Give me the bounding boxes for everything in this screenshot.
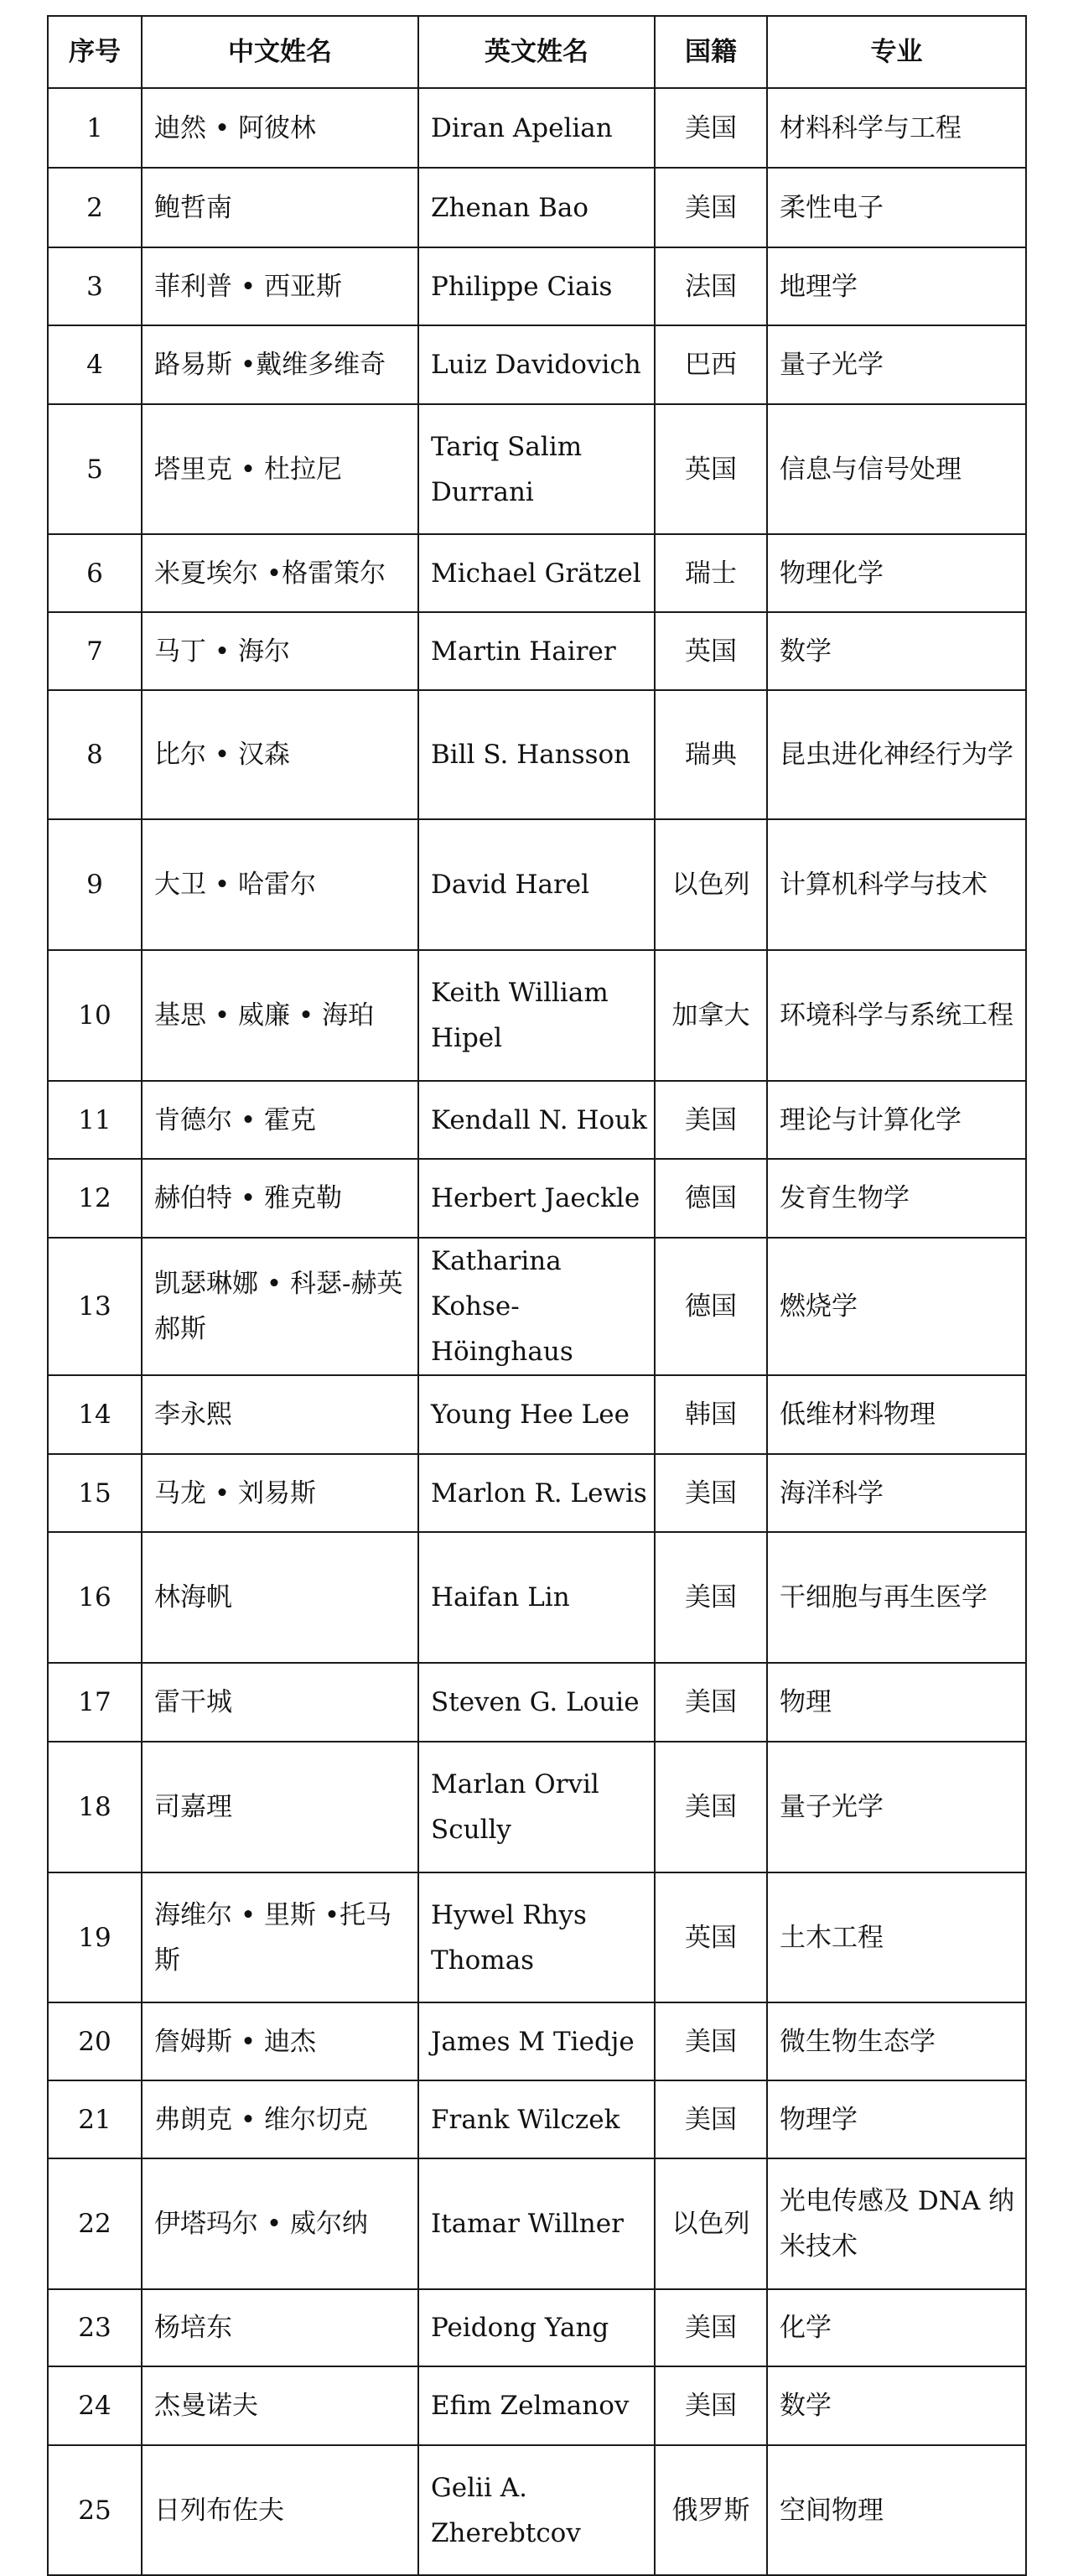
header-chinese-name: 中文姓名 (142, 16, 418, 88)
cell-number: 5 (48, 404, 142, 534)
cell-english-name: Tariq Salim Durrani (418, 404, 655, 534)
table-row (48, 88, 1026, 168)
cell-english-name: Bill S. Hansson (418, 690, 655, 819)
table-row (48, 1872, 1026, 2002)
laureate-table (47, 15, 1027, 2576)
cell-chinese-name: 海维尔 • 里斯 •托马斯 (142, 1872, 418, 2002)
cell-specialty: 物理学 (767, 2080, 1026, 2158)
header-english-name: 英文姓名 (418, 16, 655, 88)
cell-specialty: 环境科学与系统工程 (767, 950, 1026, 1081)
cell-number: 16 (48, 1532, 142, 1663)
cell-specialty: 计算机科学与技术 (767, 819, 1026, 950)
cell-chinese-name: 马丁 • 海尔 (142, 612, 418, 690)
cell-english-name: Frank Wilczek (418, 2080, 655, 2158)
table-row (48, 1454, 1026, 1532)
cell-nationality: 法国 (655, 247, 767, 325)
cell-nationality: 俄罗斯 (655, 2445, 767, 2575)
cell-number: 19 (48, 1872, 142, 2002)
cell-english-name: Peidong Yang (418, 2289, 655, 2366)
cell-specialty: 光电传感及 DNA 纳米技术 (767, 2158, 1026, 2289)
cell-number: 10 (48, 950, 142, 1081)
cell-nationality: 美国 (655, 2002, 767, 2080)
cell-specialty: 地理学 (767, 247, 1026, 325)
cell-english-name: Marlon R. Lewis (418, 1454, 655, 1532)
cell-specialty: 物理 (767, 1663, 1026, 1742)
cell-nationality: 英国 (655, 1872, 767, 2002)
cell-number: 7 (48, 612, 142, 690)
cell-chinese-name: 大卫 • 哈雷尔 (142, 819, 418, 950)
cell-number: 13 (48, 1238, 142, 1375)
cell-english-name: Michael Grätzel (418, 534, 655, 612)
cell-nationality: 英国 (655, 612, 767, 690)
cell-nationality: 美国 (655, 1663, 767, 1742)
cell-number: 25 (48, 2445, 142, 2575)
cell-specialty: 化学 (767, 2289, 1026, 2366)
cell-number: 9 (48, 819, 142, 950)
cell-specialty: 信息与信号处理 (767, 404, 1026, 534)
cell-number: 11 (48, 1081, 142, 1159)
cell-english-name: Herbert Jaeckle (418, 1159, 655, 1238)
cell-chinese-name: 凯瑟琳娜 • 科瑟-赫英郝斯 (142, 1238, 418, 1375)
cell-specialty: 物理化学 (767, 534, 1026, 612)
cell-specialty: 燃烧学 (767, 1238, 1026, 1375)
cell-nationality: 巴西 (655, 325, 767, 404)
cell-specialty: 空间物理 (767, 2445, 1026, 2575)
table-row (48, 1742, 1026, 1872)
cell-english-name: Diran Apelian (418, 88, 655, 168)
cell-chinese-name: 比尔 • 汉森 (142, 690, 418, 819)
table-row (48, 1375, 1026, 1454)
table-row (48, 325, 1026, 404)
cell-english-name: David Harel (418, 819, 655, 950)
cell-nationality: 加拿大 (655, 950, 767, 1081)
cell-english-name: Haifan Lin (418, 1532, 655, 1663)
cell-number: 6 (48, 534, 142, 612)
cell-english-name: Luiz Davidovich (418, 325, 655, 404)
table-row (48, 2002, 1026, 2080)
cell-nationality: 德国 (655, 1159, 767, 1238)
cell-nationality: 美国 (655, 1742, 767, 1872)
cell-english-name: Keith William Hipel (418, 950, 655, 1081)
cell-chinese-name: 塔里克 • 杜拉尼 (142, 404, 418, 534)
cell-english-name: Katharina Kohse-Höinghaus (418, 1238, 655, 1375)
cell-chinese-name: 菲利普 • 西亚斯 (142, 247, 418, 325)
cell-number: 24 (48, 2366, 142, 2445)
cell-number: 2 (48, 168, 142, 247)
cell-english-name: Efim Zelmanov (418, 2366, 655, 2445)
cell-chinese-name: 马龙 • 刘易斯 (142, 1454, 418, 1532)
table-row (48, 690, 1026, 819)
cell-nationality: 美国 (655, 2080, 767, 2158)
cell-number: 8 (48, 690, 142, 819)
cell-english-name: Zhenan Bao (418, 168, 655, 247)
cell-specialty: 发育生物学 (767, 1159, 1026, 1238)
header-number: 序号 (48, 16, 142, 88)
cell-number: 22 (48, 2158, 142, 2289)
cell-chinese-name: 林海帆 (142, 1532, 418, 1663)
cell-nationality: 英国 (655, 404, 767, 534)
cell-specialty: 昆虫进化神经行为学 (767, 690, 1026, 819)
cell-chinese-name: 赫伯特 • 雅克勒 (142, 1159, 418, 1238)
header-nationality: 国籍 (655, 16, 767, 88)
cell-english-name: Gelii A. Zherebtcov (418, 2445, 655, 2575)
cell-nationality: 德国 (655, 1238, 767, 1375)
cell-chinese-name: 司嘉理 (142, 1742, 418, 1872)
cell-english-name: Philippe Ciais (418, 247, 655, 325)
cell-chinese-name: 基思 • 威廉 • 海珀 (142, 950, 418, 1081)
cell-english-name: James M Tiedje (418, 2002, 655, 2080)
table-row (48, 534, 1026, 612)
cell-chinese-name: 路易斯 •戴维多维奇 (142, 325, 418, 404)
cell-specialty: 数学 (767, 612, 1026, 690)
table-row (48, 1081, 1026, 1159)
laureate-table-sheet (47, 15, 1025, 2548)
cell-nationality: 美国 (655, 2366, 767, 2445)
cell-nationality: 美国 (655, 2289, 767, 2366)
header-specialty: 专业 (767, 16, 1026, 88)
cell-chinese-name: 日列布佐夫 (142, 2445, 418, 2575)
table-row (48, 2080, 1026, 2158)
table-row (48, 1238, 1026, 1375)
cell-specialty: 海洋科学 (767, 1454, 1026, 1532)
cell-english-name: Hywel Rhys Thomas (418, 1872, 655, 2002)
cell-nationality: 美国 (655, 1532, 767, 1663)
cell-chinese-name: 米夏埃尔 •格雷策尔 (142, 534, 418, 612)
cell-nationality: 美国 (655, 88, 767, 168)
cell-nationality: 美国 (655, 168, 767, 247)
cell-nationality: 美国 (655, 1454, 767, 1532)
cell-english-name: Martin Hairer (418, 612, 655, 690)
table-row (48, 247, 1026, 325)
cell-english-name: Young Hee Lee (418, 1375, 655, 1454)
cell-nationality: 瑞典 (655, 690, 767, 819)
table-row (48, 819, 1026, 950)
cell-chinese-name: 李永熙 (142, 1375, 418, 1454)
cell-nationality: 美国 (655, 1081, 767, 1159)
cell-number: 23 (48, 2289, 142, 2366)
cell-nationality: 以色列 (655, 2158, 767, 2289)
table-row (48, 2366, 1026, 2445)
cell-specialty: 量子光学 (767, 1742, 1026, 1872)
cell-english-name: Marlan Orvil Scully (418, 1742, 655, 1872)
cell-specialty: 干细胞与再生医学 (767, 1532, 1026, 1663)
cell-number: 4 (48, 325, 142, 404)
table-row (48, 950, 1026, 1081)
cell-specialty: 材料科学与工程 (767, 88, 1026, 168)
cell-specialty: 微生物生态学 (767, 2002, 1026, 2080)
table-row (48, 2445, 1026, 2575)
cell-chinese-name: 迪然 • 阿彼林 (142, 88, 418, 168)
cell-nationality: 韩国 (655, 1375, 767, 1454)
table-row (48, 1663, 1026, 1742)
table-row (48, 2158, 1026, 2289)
cell-specialty: 柔性电子 (767, 168, 1026, 247)
table-row (48, 612, 1026, 690)
cell-specialty: 低维材料物理 (767, 1375, 1026, 1454)
cell-number: 15 (48, 1454, 142, 1532)
cell-number: 14 (48, 1375, 142, 1454)
cell-specialty: 数学 (767, 2366, 1026, 2445)
cell-chinese-name: 弗朗克 • 维尔切克 (142, 2080, 418, 2158)
cell-number: 20 (48, 2002, 142, 2080)
cell-english-name: Kendall N. Houk (418, 1081, 655, 1159)
cell-chinese-name: 詹姆斯 • 迪杰 (142, 2002, 418, 2080)
table-row (48, 168, 1026, 247)
cell-chinese-name: 雷干城 (142, 1663, 418, 1742)
cell-specialty: 量子光学 (767, 325, 1026, 404)
cell-chinese-name: 杨培东 (142, 2289, 418, 2366)
cell-english-name: Steven G. Louie (418, 1663, 655, 1742)
header-row (48, 16, 1026, 88)
table-row (48, 1532, 1026, 1663)
cell-english-name: Itamar Willner (418, 2158, 655, 2289)
cell-nationality: 以色列 (655, 819, 767, 950)
cell-number: 12 (48, 1159, 142, 1238)
cell-specialty: 理论与计算化学 (767, 1081, 1026, 1159)
cell-nationality: 瑞士 (655, 534, 767, 612)
cell-number: 17 (48, 1663, 142, 1742)
table-row (48, 404, 1026, 534)
cell-chinese-name: 肯德尔 • 霍克 (142, 1081, 418, 1159)
cell-number: 21 (48, 2080, 142, 2158)
cell-chinese-name: 杰曼诺夫 (142, 2366, 418, 2445)
table-row (48, 1159, 1026, 1238)
cell-number: 3 (48, 247, 142, 325)
cell-chinese-name: 伊塔玛尔 • 威尔纳 (142, 2158, 418, 2289)
cell-specialty: 土木工程 (767, 1872, 1026, 2002)
cell-number: 1 (48, 88, 142, 168)
cell-number: 18 (48, 1742, 142, 1872)
cell-chinese-name: 鲍哲南 (142, 168, 418, 247)
table-row (48, 2289, 1026, 2366)
